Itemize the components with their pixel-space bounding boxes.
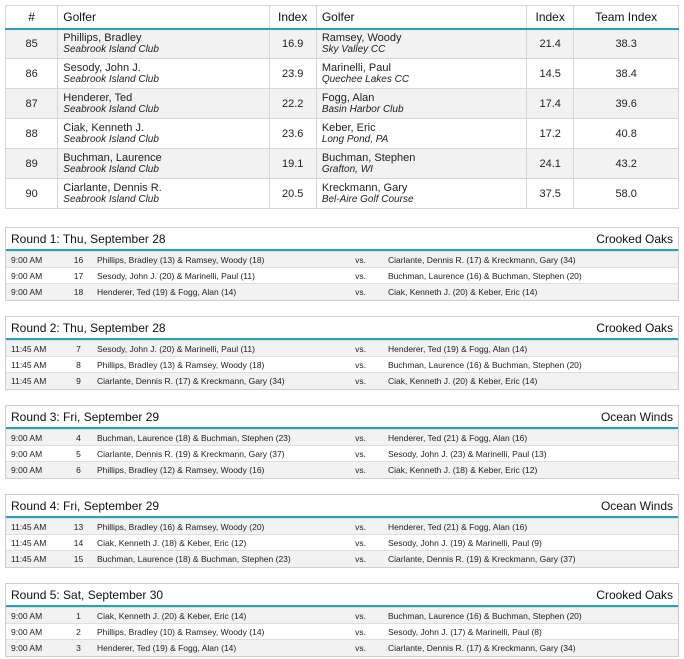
match-row	[6, 252, 678, 268]
round-panel	[5, 316, 679, 390]
match-pair-2: Buchman, Laurence (16) & Buchman, Stephen (20)	[383, 268, 678, 284]
match-row	[6, 284, 678, 300]
golfer-2-cell	[316, 59, 526, 89]
match-pair-1: Phillips, Bradley (16) & Ramsey, Woody (20)	[96, 519, 338, 535]
match-pair-1: Sesody, John J. (20) & Marinelli, Paul (11)	[96, 268, 338, 284]
match-row	[6, 357, 678, 373]
golfer-1-name: Ciarlante, Dennis R.	[63, 181, 162, 194]
match-vs: vs.	[338, 373, 383, 389]
golfer-1-index: 19.1	[269, 149, 316, 179]
round-header	[6, 495, 678, 518]
match-number: 5	[61, 446, 96, 462]
golfer-2-index: 14.5	[527, 59, 574, 89]
golfer-1-club: Seabrook Island Club	[63, 193, 159, 205]
round-matches-table	[6, 340, 678, 389]
match-row	[6, 462, 678, 478]
golfer-1-cell	[58, 89, 269, 119]
round-header	[6, 406, 678, 429]
golfer-2-index: 17.2	[527, 119, 574, 149]
header-index-2: Index	[527, 6, 574, 29]
round-title: Round 1: Thu, September 28	[11, 231, 166, 246]
match-time: 11:45 AM	[6, 357, 61, 373]
round-title: Round 5: Sat, September 30	[11, 587, 164, 602]
golfer-2-cell	[316, 149, 526, 179]
match-time: 9:00 AM	[6, 252, 61, 268]
match-row	[6, 535, 678, 551]
match-pair-1: Henderer, Ted (19) & Fogg, Alan (14)	[96, 284, 338, 300]
team-index: 39.6	[574, 89, 679, 119]
golfer-1-index: 23.6	[269, 119, 316, 149]
team-number: 90	[6, 179, 58, 209]
golfer-1-name: Ciak, Kenneth J.	[63, 121, 145, 134]
golfer-1-name: Henderer, Ted	[63, 91, 133, 104]
match-vs: vs.	[338, 252, 383, 268]
match-time: 11:45 AM	[6, 519, 61, 535]
match-pair-2: Sesody, John J. (17) & Marinelli, Paul (8)	[383, 624, 678, 640]
golfer-2-club: Basin Harbor Club	[321, 103, 404, 115]
golfer-2-club: Grafton, WI	[321, 163, 373, 175]
match-number: 9	[61, 373, 96, 389]
match-pair-1: Phillips, Bradley (13) & Ramsey, Woody (18)	[96, 357, 338, 373]
match-pair-1: Phillips, Bradley (12) & Ramsey, Woody (16)	[96, 462, 338, 478]
round-panel	[5, 227, 679, 301]
match-time: 9:00 AM	[6, 608, 61, 624]
match-vs: vs.	[338, 640, 383, 656]
golfer-2-cell	[316, 179, 526, 209]
match-number: 14	[61, 535, 96, 551]
match-number: 18	[61, 284, 96, 300]
match-vs: vs.	[338, 446, 383, 462]
round-title: Round 4: Fri, September 29	[11, 498, 160, 513]
match-time: 9:00 AM	[6, 462, 61, 478]
match-time: 11:45 AM	[6, 535, 61, 551]
match-vs: vs.	[338, 519, 383, 535]
match-pair-1: Sesody, John J. (20) & Marinelli, Paul (11)	[96, 341, 338, 357]
golfer-1-cell	[58, 179, 269, 209]
golfer-2-cell	[316, 89, 526, 119]
golfer-2-name: Marinelli, Paul	[321, 61, 391, 74]
match-vs: vs.	[338, 430, 383, 446]
header-golfer-2: Golfer	[316, 6, 526, 29]
golfer-2-index: 17.4	[527, 89, 574, 119]
round-matches-table	[6, 251, 678, 300]
golfer-2-name: Fogg, Alan	[321, 91, 375, 104]
header-team-index: Team Index	[574, 6, 679, 29]
match-vs: vs.	[338, 357, 383, 373]
golfer-1-index: 23.9	[269, 59, 316, 89]
match-row	[6, 268, 678, 284]
match-time: 9:00 AM	[6, 624, 61, 640]
match-pair-2: Henderer, Ted (21) & Fogg, Alan (16)	[383, 519, 678, 535]
match-number: 15	[61, 551, 96, 567]
match-time: 9:00 AM	[6, 640, 61, 656]
golfer-2-name: Keber, Eric	[321, 121, 376, 134]
team-index: 38.4	[574, 59, 679, 89]
match-number: 2	[61, 624, 96, 640]
golfer-1-cell	[58, 59, 269, 89]
round-course: Crooked Oaks	[596, 320, 673, 335]
golfer-1-cell	[58, 149, 269, 179]
round-panel	[5, 405, 679, 479]
match-vs: vs.	[338, 608, 383, 624]
match-vs: vs.	[338, 341, 383, 357]
match-vs: vs.	[338, 551, 383, 567]
match-row	[6, 373, 678, 389]
team-row	[6, 29, 679, 59]
match-number: 1	[61, 608, 96, 624]
match-pair-1: Ciarlante, Dennis R. (17) & Kreckmann, Gary (34)	[96, 373, 338, 389]
round-title: Round 2: Thu, September 28	[11, 320, 166, 335]
round-header	[6, 228, 678, 251]
golfer-2-index: 24.1	[527, 149, 574, 179]
match-pair-1: Phillips, Bradley (13) & Ramsey, Woody (18)	[96, 252, 338, 268]
match-pair-1: Buchman, Laurence (18) & Buchman, Stephen (23)	[96, 551, 338, 567]
golfer-2-index: 37.5	[527, 179, 574, 209]
golfer-2-club: Quechee Lakes CC	[321, 73, 410, 85]
team-index: 38.3	[574, 29, 679, 59]
match-row	[6, 608, 678, 624]
team-number: 87	[6, 89, 58, 119]
match-time: 11:45 AM	[6, 341, 61, 357]
match-number: 17	[61, 268, 96, 284]
team-index: 40.8	[574, 119, 679, 149]
golfer-1-index: 22.2	[269, 89, 316, 119]
match-time: 9:00 AM	[6, 284, 61, 300]
match-row	[6, 430, 678, 446]
golfer-1-club: Seabrook Island Club	[63, 133, 159, 145]
golfer-1-club: Seabrook Island Club	[63, 73, 159, 85]
round-course: Crooked Oaks	[596, 231, 673, 246]
golfer-1-index: 20.5	[269, 179, 316, 209]
match-pair-1: Phillips, Bradley (10) & Ramsey, Woody (14)	[96, 624, 338, 640]
round-matches-table	[6, 518, 678, 567]
golfer-2-index: 21.4	[527, 29, 574, 59]
match-row	[6, 624, 678, 640]
golfer-1-club: Seabrook Island Club	[63, 103, 159, 115]
match-row	[6, 446, 678, 462]
round-matches-table	[6, 607, 678, 656]
teams-table-header	[6, 6, 679, 29]
team-row	[6, 179, 679, 209]
round-title: Round 3: Fri, September 29	[11, 409, 160, 424]
golfer-1-index: 16.9	[269, 29, 316, 59]
match-row	[6, 341, 678, 357]
golfer-1-name: Phillips, Bradley	[63, 31, 142, 44]
team-number: 89	[6, 149, 58, 179]
header-num: #	[6, 6, 58, 29]
header-golfer-1: Golfer	[58, 6, 269, 29]
match-number: 13	[61, 519, 96, 535]
match-pair-2: Buchman, Laurence (16) & Buchman, Stephen (20)	[383, 357, 678, 373]
match-number: 4	[61, 430, 96, 446]
team-number: 85	[6, 29, 58, 59]
round-header	[6, 584, 678, 607]
match-pair-1: Ciak, Kenneth J. (20) & Keber, Eric (14)	[96, 608, 338, 624]
match-row	[6, 551, 678, 567]
match-time: 9:00 AM	[6, 446, 61, 462]
match-vs: vs.	[338, 284, 383, 300]
match-pair-2: Ciak, Kenneth J. (20) & Keber, Eric (14)	[383, 284, 678, 300]
teams-table	[5, 5, 679, 209]
match-pair-1: Ciak, Kenneth J. (18) & Keber, Eric (12)	[96, 535, 338, 551]
team-index: 58.0	[574, 179, 679, 209]
match-pair-1: Ciarlante, Dennis R. (19) & Kreckmann, Gary (37)	[96, 446, 338, 462]
match-vs: vs.	[338, 624, 383, 640]
match-time: 9:00 AM	[6, 268, 61, 284]
match-vs: vs.	[338, 268, 383, 284]
golfer-2-name: Kreckmann, Gary	[321, 181, 408, 194]
golfer-1-name: Sesody, John J.	[63, 61, 141, 74]
match-number: 8	[61, 357, 96, 373]
match-number: 3	[61, 640, 96, 656]
round-panel	[5, 494, 679, 568]
match-pair-2: Ciarlante, Dennis R. (19) & Kreckmann, Gary (37)	[383, 551, 678, 567]
match-row	[6, 640, 678, 656]
round-course: Ocean Winds	[600, 498, 673, 513]
golfer-1-cell	[58, 119, 269, 149]
match-pair-1: Buchman, Laurence (18) & Buchman, Stephen (23)	[96, 430, 338, 446]
match-number: 6	[61, 462, 96, 478]
match-pair-2: Sesody, John J. (23) & Marinelli, Paul (13)	[383, 446, 678, 462]
golfer-2-name: Buchman, Stephen	[321, 151, 416, 164]
match-pair-2: Henderer, Ted (21) & Fogg, Alan (16)	[383, 430, 678, 446]
golfer-1-club: Seabrook Island Club	[63, 43, 159, 55]
match-time: 11:45 AM	[6, 551, 61, 567]
match-pair-1: Henderer, Ted (19) & Fogg, Alan (14)	[96, 640, 338, 656]
match-pair-2: Ciak, Kenneth J. (18) & Keber, Eric (12)	[383, 462, 678, 478]
team-number: 88	[6, 119, 58, 149]
round-course: Crooked Oaks	[596, 587, 673, 602]
golfer-2-club: Long Pond, PA	[321, 133, 389, 145]
golfer-2-name: Ramsey, Woody	[321, 31, 402, 44]
team-number: 86	[6, 59, 58, 89]
golfer-1-cell	[58, 29, 269, 59]
golfer-2-cell	[316, 119, 526, 149]
golfer-2-cell	[316, 29, 526, 59]
team-row	[6, 149, 679, 179]
match-pair-2: Henderer, Ted (19) & Fogg, Alan (14)	[383, 341, 678, 357]
team-index: 43.2	[574, 149, 679, 179]
round-course: Ocean Winds	[600, 409, 673, 424]
match-pair-2: Ciarlante, Dennis R. (17) & Kreckmann, Gary (34)	[383, 252, 678, 268]
match-number: 16	[61, 252, 96, 268]
round-header	[6, 317, 678, 340]
golfer-1-name: Buchman, Laurence	[63, 151, 162, 164]
match-row	[6, 519, 678, 535]
match-pair-2: Sesody, John J. (19) & Marinelli, Paul (9)	[383, 535, 678, 551]
team-row	[6, 89, 679, 119]
golfer-2-club: Bel-Aire Golf Course	[321, 193, 414, 205]
match-pair-2: Ciarlante, Dennis R. (17) & Kreckmann, Gary (34)	[383, 640, 678, 656]
golfer-1-club: Seabrook Island Club	[63, 163, 159, 175]
match-pair-2: Buchman, Laurence (16) & Buchman, Stephen (20)	[383, 608, 678, 624]
match-time: 9:00 AM	[6, 430, 61, 446]
team-row	[6, 119, 679, 149]
golfer-2-club: Sky Valley CC	[321, 43, 386, 55]
match-vs: vs.	[338, 462, 383, 478]
teams-table-body	[6, 29, 679, 209]
match-vs: vs.	[338, 535, 383, 551]
match-number: 7	[61, 341, 96, 357]
match-time: 11:45 AM	[6, 373, 61, 389]
header-index-1: Index	[269, 6, 316, 29]
round-matches-table	[6, 429, 678, 478]
team-row	[6, 59, 679, 89]
round-panel	[5, 583, 679, 657]
match-pair-2: Ciak, Kenneth J. (20) & Keber, Eric (14)	[383, 373, 678, 389]
